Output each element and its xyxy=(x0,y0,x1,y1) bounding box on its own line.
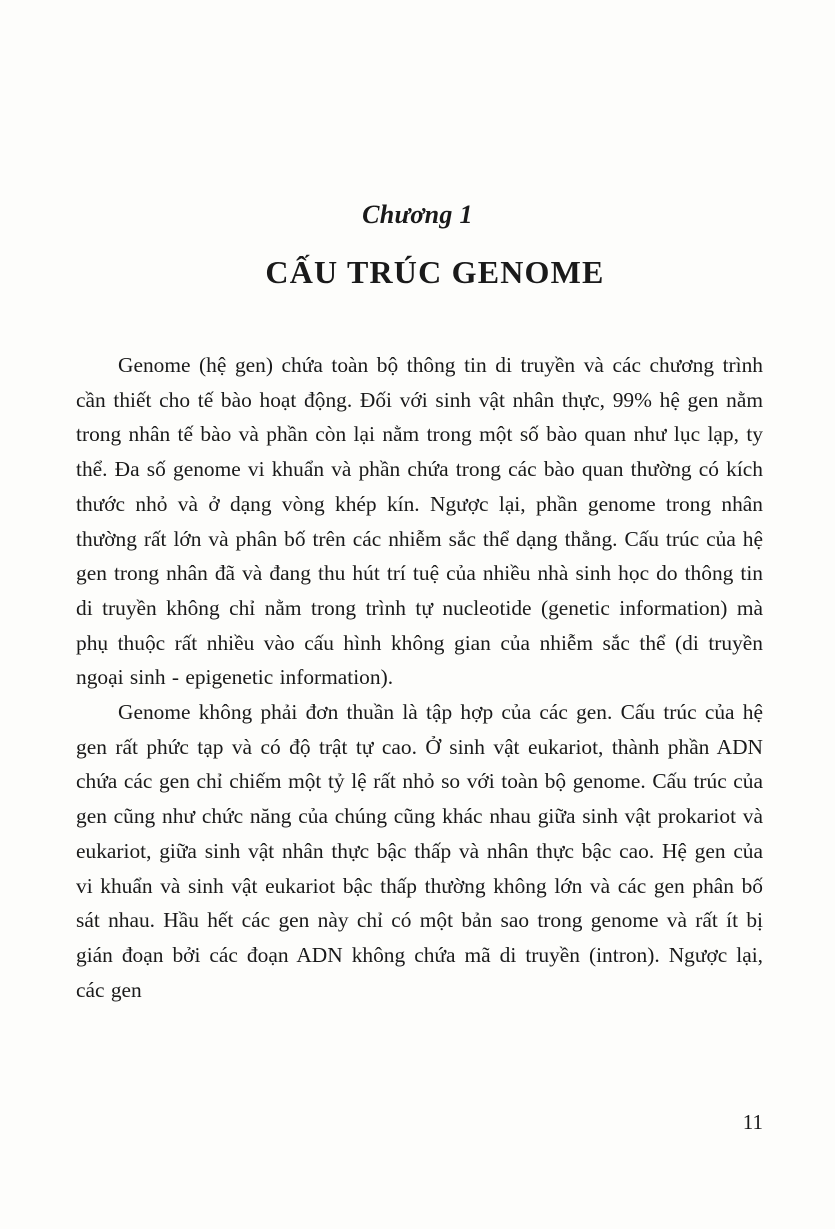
page-number: 11 xyxy=(742,1110,763,1134)
chapter-title: CẤU TRÚC GENOME xyxy=(265,254,605,290)
paragraph: Genome (hệ gen) chứa toàn bộ thông tin di truyền và các chương trình cần thiết cho tế bào hoạt động. Đối với sinh vật nhân thực, 99% hệ gen nằm trong nhân tế bào và phần còn lại nằm trong một số bào quan như lục lạp, ty thể. Đa số genome vi khuẩn và phần chứa trong các bào quan thường có kích thước nhỏ và ở dạng vòng khép kín. Ngược lại, phần genome trong nhân thường rất lớn và phân bố trên các nhiễm sắc thể dạng thẳng. Cấu trúc của hệ gen trong nhân đã và đang thu hút trí tuệ của nhiều nhà sinh học do thông tin di truyền không chỉ nằm trong trình tự nucleotide (genetic information) mà phụ thuộc rất nhiều vào cấu hình không gian của nhiễm sắc thể (di truyền ngoại sinh - epigenetic information). xyxy=(76,353,763,690)
body-text xyxy=(76,348,763,1007)
chapter-label: Chương 1 xyxy=(362,200,473,229)
paragraph: Genome không phải đơn thuần là tập hợp của các gen. Cấu trúc của hệ gen rất phức tạp và có độ trật tự cao. Ở sinh vật eukariot, thành phần ADN chứa các gen chỉ chiếm một tỷ lệ rất nhỏ so với toàn bộ genome. Cấu trúc của gen cũng như chức năng của chúng cũng khác nhau giữa sinh vật prokariot và eukariot, giữa sinh vật nhân thực bậc thấp và nhân thực bậc cao. Hệ gen của vi khuẩn và sinh vật eukariot bậc thấp thường không lớn và các gen phân bố sát nhau. Hầu hết các gen này chỉ có một bản sao trong genome và rất ít bị gián đoạn bởi các đoạn ADN không chứa mã di truyền (intron). Ngược lại, các gen xyxy=(76,700,763,1002)
